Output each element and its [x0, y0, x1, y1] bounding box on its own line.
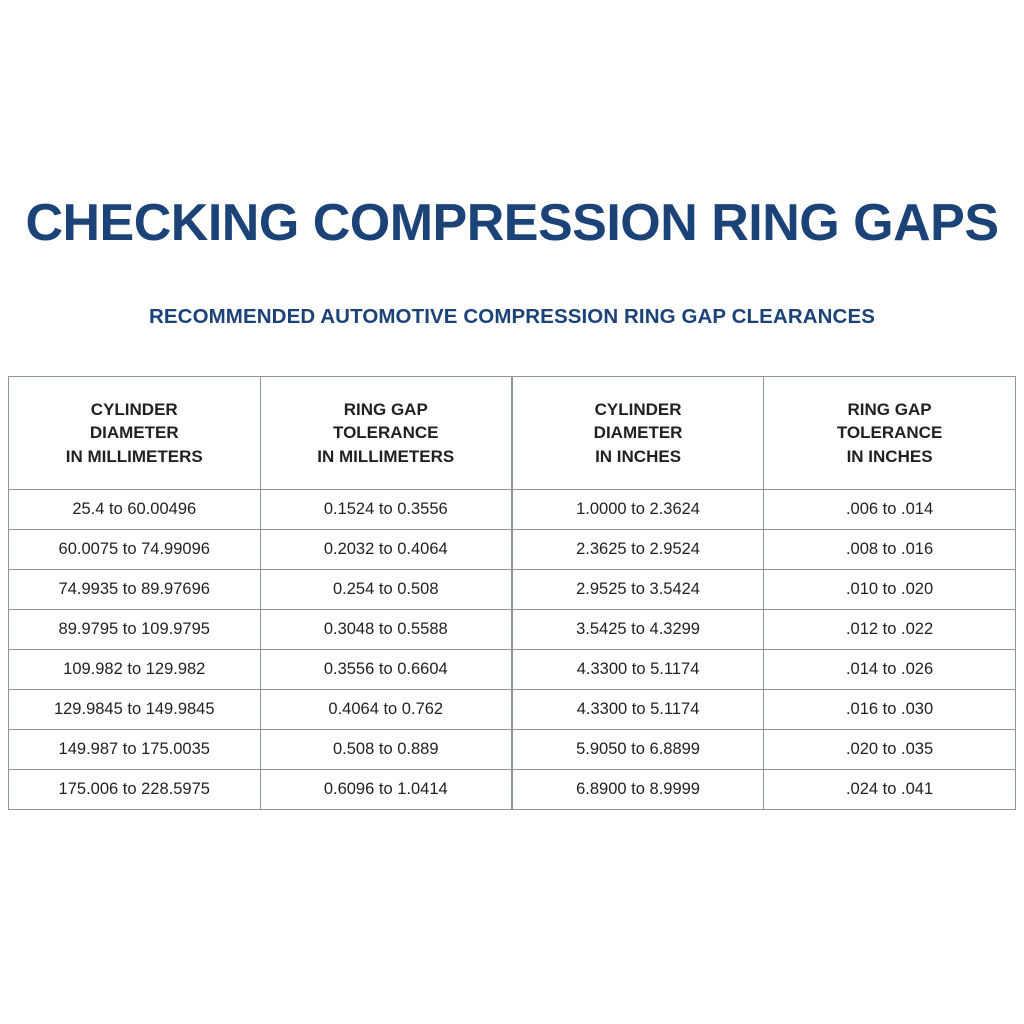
imperial-ring-gap-table: [512, 376, 1016, 810]
cell-diameter: 175.006 to 228.5975: [9, 770, 261, 810]
cell-diameter: 60.0075 to 74.99096: [9, 530, 261, 570]
imperial-cylinder-diameter-header: [513, 377, 764, 490]
page-title: CHECKING COMPRESSION RING GAPS: [25, 194, 999, 252]
header-line-2: TOLERANCE: [836, 423, 943, 443]
header-line-1: CYLINDER: [594, 399, 682, 419]
cell-diameter: 25.4 to 60.00496: [9, 490, 261, 530]
header-line-2: TOLERANCE: [333, 423, 439, 443]
table-row: [9, 770, 512, 810]
cell-diameter: 74.9935 to 89.97696: [9, 570, 261, 610]
cell-tolerance: .014 to .026: [764, 650, 1016, 690]
metric-table-body: [9, 490, 512, 810]
cell-diameter: 89.9795 to 109.9795: [9, 610, 261, 650]
header-line-2: DIAMETER: [593, 423, 683, 443]
table-row: [513, 490, 1016, 530]
cell-diameter: 4.3300 to 5.1174: [513, 650, 764, 690]
cell-tolerance: .010 to .020: [764, 570, 1016, 610]
table-row: [9, 490, 512, 530]
table-row: [9, 730, 512, 770]
imperial-table-header: [513, 377, 1016, 490]
metric-ring-gap-tolerance-header: [260, 377, 512, 490]
cell-tolerance: .020 to .035: [764, 730, 1016, 770]
table-row: [513, 770, 1016, 810]
cell-diameter: 4.3300 to 5.1174: [513, 690, 764, 730]
page-subtitle: RECOMMENDED AUTOMOTIVE COMPRESSION RING GAP CLEARANCES: [149, 305, 875, 328]
cell-tolerance: .024 to .041: [764, 770, 1016, 810]
table-row: [513, 690, 1016, 730]
cell-tolerance: 0.6096 to 1.0414: [260, 770, 512, 810]
tables-container: [0, 376, 1024, 810]
cell-diameter: 109.982 to 129.982: [9, 650, 261, 690]
header-line-3: IN INCHES: [846, 446, 933, 466]
table-row: [9, 610, 512, 650]
table-row: [9, 650, 512, 690]
cell-tolerance: 0.3048 to 0.5588: [260, 610, 512, 650]
cell-diameter: 3.5425 to 4.3299: [513, 610, 764, 650]
header-line-3: IN INCHES: [595, 446, 682, 466]
metric-table-header: [9, 377, 512, 490]
cell-tolerance: 0.254 to 0.508: [260, 570, 512, 610]
cell-diameter: 2.9525 to 3.5424: [513, 570, 764, 610]
table-row: [513, 650, 1016, 690]
metric-cylinder-diameter-header: [9, 377, 261, 490]
table-header-row: [9, 377, 512, 490]
cell-tolerance: 0.3556 to 0.6604: [260, 650, 512, 690]
cell-diameter: 2.3625 to 2.9524: [513, 530, 764, 570]
header-line-3: IN MILLIMETERS: [65, 446, 203, 466]
header-line-1: RING GAP: [343, 399, 428, 419]
cell-tolerance: .006 to .014: [764, 490, 1016, 530]
header-line-2: DIAMETER: [89, 423, 179, 443]
table-row: [513, 570, 1016, 610]
header-line-1: CYLINDER: [90, 399, 178, 419]
table-header-row: [513, 377, 1016, 490]
table-row: [9, 690, 512, 730]
cell-tolerance: 0.508 to 0.889: [260, 730, 512, 770]
cell-diameter: 5.9050 to 6.8899: [513, 730, 764, 770]
cell-tolerance: 0.4064 to 0.762: [260, 690, 512, 730]
header-line-3: IN MILLIMETERS: [317, 446, 455, 466]
metric-ring-gap-table: [8, 376, 512, 810]
table-row: [513, 610, 1016, 650]
cell-diameter: 149.987 to 175.0035: [9, 730, 261, 770]
cell-tolerance: .016 to .030: [764, 690, 1016, 730]
cell-diameter: 1.0000 to 2.3624: [513, 490, 764, 530]
cell-tolerance: 0.2032 to 0.4064: [260, 530, 512, 570]
table-row: [513, 730, 1016, 770]
cell-tolerance: .008 to .016: [764, 530, 1016, 570]
imperial-ring-gap-tolerance-header: [764, 377, 1016, 490]
cell-tolerance: 0.1524 to 0.3556: [260, 490, 512, 530]
cell-diameter: 129.9845 to 149.9845: [9, 690, 261, 730]
header-line-1: RING GAP: [847, 399, 932, 419]
table-row: [9, 570, 512, 610]
table-row: [9, 530, 512, 570]
imperial-table-body: [513, 490, 1016, 810]
cell-diameter: 6.8900 to 8.9999: [513, 770, 764, 810]
cell-tolerance: .012 to .022: [764, 610, 1016, 650]
table-row: [513, 530, 1016, 570]
